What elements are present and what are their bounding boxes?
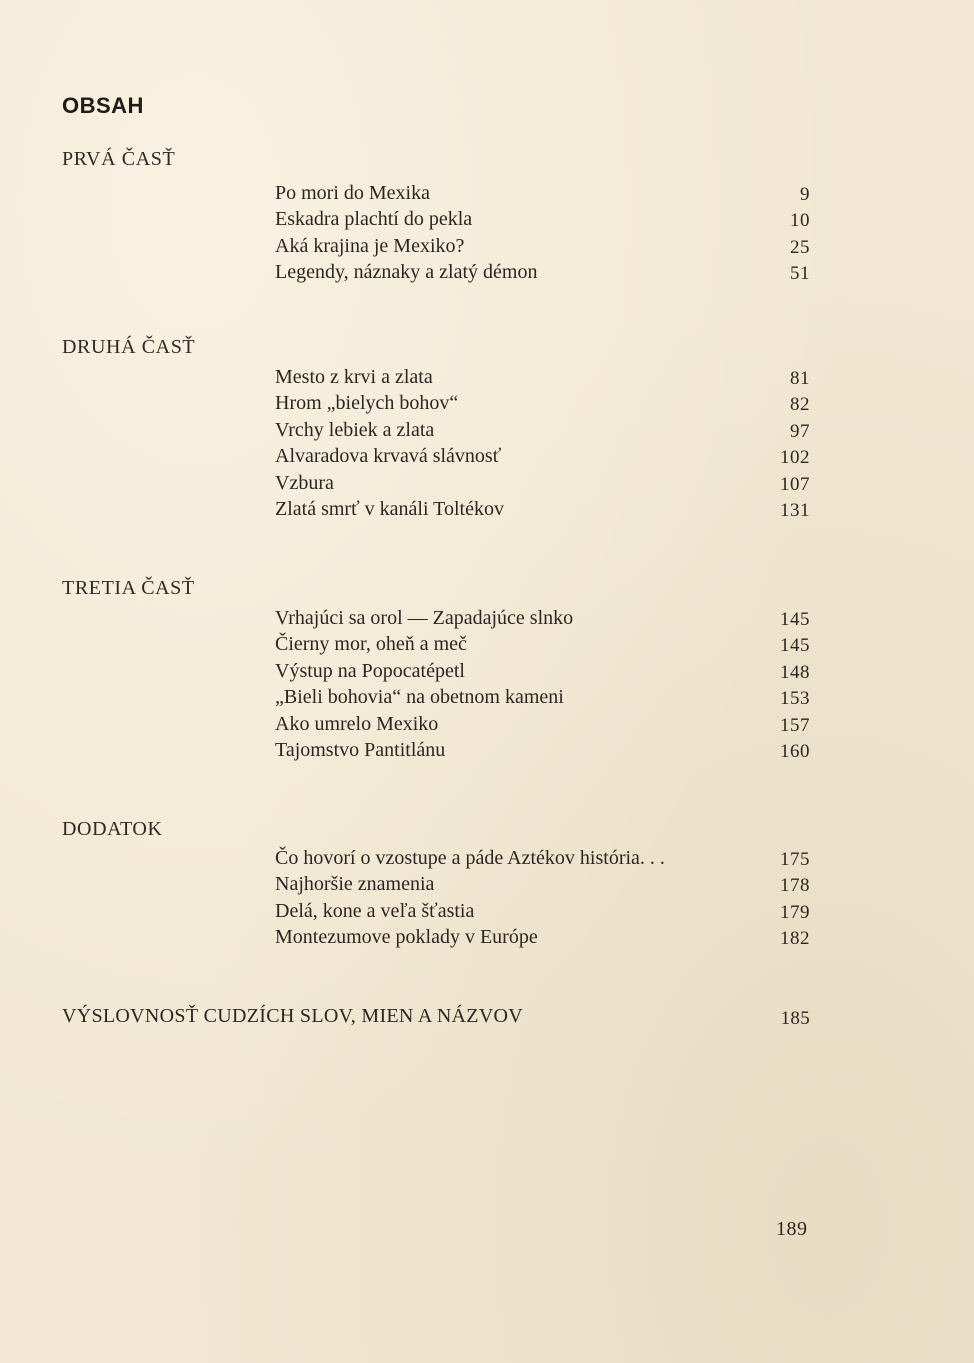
entry-title: Delá, kone a veľa šťastia [275,899,475,922]
part-title-3: TRETIA ČASŤ [62,577,195,599]
entry-title: Čo hovorí o vzostupe a páde Aztékov história. . . [275,847,665,869]
entry-title: Najhoršie znamenia [275,873,435,896]
entry-title: Tajomstvo Pantitlánu [275,738,446,761]
part-title-4: DODATOK [62,818,163,840]
entry-page: 148 [780,661,810,683]
toc-entry [275,364,810,390]
entry-page: 10 [790,210,810,232]
entry-page: 51 [790,263,810,285]
part-4-entries [275,845,810,951]
entry-title: Čierny mor, oheň a meč [275,633,467,656]
toc-entry [275,684,810,710]
part-1-entries [275,180,810,286]
entry-title: Vrhajúci sa orol — Zapadajúce slnko [275,607,574,629]
appendix-page: 185 [780,1008,810,1029]
entry-title: Ako umrelo Mexiko [275,712,439,735]
toc-entry [275,496,810,522]
toc-entry [275,711,810,737]
toc-appendix-entry [62,1005,810,1033]
toc-entry [275,845,810,871]
toc-entry [275,605,810,631]
entry-page: 175 [780,849,810,870]
entry-page: 82 [790,394,810,416]
entry-page: 153 [780,688,810,710]
entry-title: „Bieli bohovia“ na obetnom kameni [275,686,564,709]
toc-entry [275,259,810,285]
entry-title: Montezumove poklady v Európe [275,926,538,949]
toc-entry [275,443,810,469]
entry-title: Po mori do Mexika [275,182,430,204]
contents-heading: OBSAH [62,93,144,118]
toc-entry [275,390,810,416]
appendix-title: VÝSLOVNOSŤ CUDZÍCH SLOV, MIEN A NÁZVOV [62,1005,524,1027]
entry-page: 145 [780,609,810,630]
entry-page: 182 [780,928,810,950]
toc-entry [275,871,810,897]
entry-title: Eskadra plachtí do pekla [275,208,473,231]
toc-entry [275,658,810,684]
entry-title: Vzbura [275,471,334,494]
entry-page: 178 [780,875,810,897]
entry-title: Alvaradova krvavá slávnosť [275,445,502,468]
toc-entry [275,206,810,232]
toc-entry [275,233,810,259]
part-2-entries [275,364,810,522]
toc-entry [275,737,810,763]
entry-page: 160 [780,740,810,762]
toc-entry [275,180,810,206]
entry-page: 107 [780,473,810,495]
page-number: 189 [776,1218,808,1240]
toc-entry [275,470,810,496]
entry-title: Legendy, náznaky a zlatý démon [275,261,538,284]
entry-page: 179 [780,901,810,923]
toc-entry [275,924,810,950]
part-3-entries [275,605,810,763]
entry-page: 102 [780,447,810,469]
entry-title: Výstup na Popocatépetl [275,659,465,682]
toc-entry [275,631,810,657]
entry-page: 157 [780,714,810,736]
toc-entry [275,898,810,924]
entry-page: 145 [780,635,810,657]
entry-title: Zlatá smrť v kanáli Toltékov [275,497,504,520]
entry-page: 131 [780,499,810,521]
entry-title: Aká krajina je Mexiko? [275,234,465,257]
entry-title: Vrchy lebiek a zlata [275,418,435,441]
part-title-1: PRVÁ ČASŤ [62,148,176,170]
part-title-2: DRUHÁ ČASŤ [62,336,196,358]
entry-title: Hrom „bielych bohov“ [275,392,459,415]
entry-page: 9 [800,184,810,205]
entry-page: 81 [790,368,810,389]
entry-title: Mesto z krvi a zlata [275,366,433,388]
toc-entry [275,417,810,443]
entry-page: 25 [790,236,810,258]
entry-page: 97 [790,420,810,442]
